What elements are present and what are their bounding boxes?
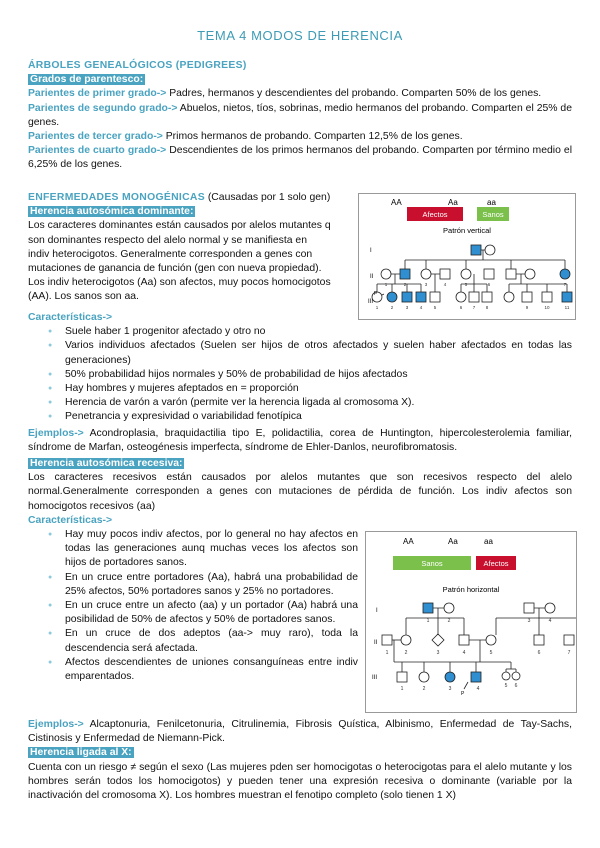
male [482, 292, 492, 302]
svg-text:7: 7 [563, 282, 567, 287]
svg-text:9: 9 [525, 305, 529, 310]
male [469, 292, 479, 302]
male [542, 292, 552, 302]
male-affected [471, 245, 481, 255]
svg-text:3: 3 [527, 618, 531, 624]
male [459, 635, 469, 645]
svg-text:6: 6 [537, 650, 541, 656]
ar-char-label: Características-> [28, 514, 113, 526]
female-affected [445, 672, 455, 682]
gen-label: III [372, 675, 378, 681]
svg-text:1: 1 [385, 650, 389, 656]
ad-intro-line: (AA). Los sanos son aa. [28, 291, 139, 303]
svg-text:6: 6 [514, 683, 518, 689]
female [401, 635, 411, 645]
female [502, 672, 510, 680]
svg-text:2: 2 [422, 686, 426, 692]
ad-examples: Ejemplos-> Acondroplasia, braquidactilia tipo E, polidactilia, corea de Huntington, hipercolesterolemia familiar, síndrome de Marfan, osteogénesis imperfecta, síndrome de Ehler-Danlos, neurofibromatosis. [28, 427, 572, 453]
male [440, 269, 450, 279]
page-title: TEMA 4 MODOS DE HERENCIA [197, 28, 403, 43]
svg-text:4: 4 [419, 305, 423, 310]
gen-label: II [374, 640, 378, 646]
gen-label: III [368, 299, 374, 305]
female [485, 245, 495, 255]
figure-title: Patrón vertical [443, 226, 491, 235]
svg-text:2: 2 [447, 618, 451, 624]
male-affected [423, 603, 433, 613]
svg-text:11: 11 [564, 305, 570, 310]
sex-unknown [432, 634, 444, 646]
ad-intro-line: indiv heterocigotos. Generalmente corresponden a genes con [28, 248, 313, 260]
proband-mark: p [374, 290, 377, 296]
male [534, 635, 544, 645]
male [484, 269, 494, 279]
svg-text:5: 5 [489, 650, 493, 656]
proband-mark: P [461, 691, 465, 697]
male [430, 292, 440, 302]
female [512, 672, 520, 680]
svg-text:4: 4 [443, 282, 447, 287]
g1-ids [427, 618, 552, 624]
female [419, 672, 429, 682]
x-text: Cuenta con un riesgo ≠ según el sexo (Las mujeres pden ser homocigotas o heterocigotas para el alelo mutante y los hombres serán todos los homocigotos) y pueden tener una expresión recesiva o dominante (variable por la inactivación del cromosoma X). Los hombres muestran el fenotipo completo (solo tienen 1 X) [28, 761, 572, 802]
svg-text:5: 5 [464, 282, 468, 287]
female [456, 292, 466, 302]
legend-healthy: Sanos [482, 210, 504, 219]
male-affected [402, 292, 412, 302]
ad-char-item: ● Varios individuos afectados (Suelen ser hijos de otros afectados y suelen haber afectados en todas las generaciones) [65, 339, 572, 367]
female [421, 269, 431, 279]
ar-label: Herencia autosómica recesiva: [30, 458, 183, 469]
legend-affected: Afectos [422, 210, 448, 219]
male [382, 635, 392, 645]
grado-2: Parientes de segundo grado-> Abuelos, nietos, tíos, sobrinas, medio hermanos del probando. Comparten el 25% de genes. [28, 102, 572, 128]
svg-text:1: 1 [375, 305, 379, 310]
genotype-label: aa [487, 198, 496, 207]
svg-text:7: 7 [472, 305, 476, 310]
svg-text:3: 3 [424, 282, 428, 287]
pedigree-horizontal-svg [366, 532, 576, 712]
pedigrees-heading: ÁRBOLES GENEALÓGICOS (PEDIGREES) [28, 60, 247, 71]
ar-intro: Los caracteres recesivos están causados por alelos mutantes que son recesivos respecto del alelo normal.Generalmente corresponden a genes con mutaciones de pérdida de función. Los indiv afectos son homocigotos recesivos (aa) [28, 472, 572, 512]
female [525, 269, 535, 279]
grado-1: Parientes de primer grado-> Padres, hermanos y descendientes del probando. Comparten 50% de los genes. [28, 88, 542, 100]
female-affected [387, 292, 397, 302]
ad-intro-line: son dominantes respecto del alelo normal y se manifiesta en [28, 234, 307, 246]
ad-char-item: ● Herencia de varón a varón (permite ver la herencia ligada al cromosoma X). [65, 396, 572, 410]
mono-heading: ENFERMEDADES MONOGÉNICAS (Causadas por 1 solo gen) [28, 192, 331, 203]
ar-examples: Ejemplos-> Alcaptonuria, Fenilcetonuria, Citrulinemia, Fibrosis Quística, Albinismo, Enfermedad de Tay-Sachs, Cistinosis y Enfermedad de Niemann-Pick. [28, 719, 572, 745]
male-affected [471, 672, 481, 682]
genotype-label: AA [403, 537, 414, 546]
svg-text:7: 7 [567, 650, 571, 656]
pedigree-vertical-svg [359, 194, 575, 319]
figure-title: Patrón horizontal [442, 585, 500, 594]
pedigree-figure-horizontal [365, 531, 577, 713]
ar-examples-section [28, 718, 572, 803]
ad-char-label: Características-> [28, 312, 113, 323]
svg-text:1: 1 [400, 686, 404, 692]
svg-text:3: 3 [405, 305, 409, 310]
female [381, 269, 391, 279]
gen-label: I [370, 248, 372, 254]
ad-intro-line: mutaciones de ganancia de función (gen con nueva propiedad). [28, 263, 322, 275]
male [522, 292, 532, 302]
svg-text:6: 6 [487, 282, 491, 287]
ar-char-item: ● Hay muy pocos indiv afectos, por lo general no hay afectos en todas las generaciones aunq muchas veces los afectos son hijos de portadores sanos. [65, 528, 358, 571]
pedigree-figure-vertical [358, 193, 576, 320]
ad-char-item: ● Hay hombres y mujeres afeptados en = proporción [65, 382, 572, 396]
svg-text:5: 5 [504, 683, 508, 689]
male-affected [416, 292, 426, 302]
ad-char-item: ● 50% probabilidad hijos normales y 50% de probabilidad de hijos afectados [65, 368, 572, 382]
svg-text:5: 5 [433, 305, 437, 310]
genotype-label: AA [391, 198, 402, 207]
male [397, 672, 407, 682]
ad-intro-line: Los caracteres dominantes están causados por alelos mutantes q [28, 220, 331, 232]
female [545, 603, 555, 613]
ar-char-item: ● Afectos descendientes de uniones consanguíneas entre indiv emparentados. [65, 656, 358, 684]
svg-text:3: 3 [436, 650, 440, 656]
genotype-label: aa [484, 537, 493, 546]
ar-char-item: ● En un cruce entre portadores (Aa), habrá una probabilidad de 25% afectos, 50% portadores sanos y 25% no portadores. [65, 571, 358, 599]
svg-text:6: 6 [459, 305, 463, 310]
grados-label: Grados de parentesco: [30, 74, 144, 86]
svg-text:10: 10 [544, 305, 550, 310]
svg-text:2: 2 [404, 650, 408, 656]
ar-char-item: ● En un cruce de dos adeptos (aa-> muy raro), toda la descendencia será afectada. [65, 627, 358, 655]
pedigrees-section [28, 59, 572, 173]
grado-3: Parientes de tercer grado-> Primos hermanos de probando. Comparten 12,5% de los genes. [28, 131, 463, 143]
female [444, 603, 454, 613]
female-affected [560, 269, 570, 279]
ad-chars-section [28, 311, 572, 455]
ad-label: Herencia autosómica dominante: [30, 206, 194, 218]
male-affected [400, 269, 410, 279]
male [564, 635, 574, 645]
ad-intro-section [28, 191, 358, 305]
svg-text:4: 4 [462, 650, 466, 656]
ar-char-item: ● En un cruce entre un afecto (aa) y un portador (Aa) habrá una posibilidad de 50% de afectos y 50% de portadores sanos. [65, 599, 358, 627]
ar-section [28, 457, 572, 528]
male [506, 269, 516, 279]
legend-healthy: Sanos [421, 559, 443, 568]
grado-4: Parientes de cuarto grado-> Descendientes de los primos hermanos del probando. Comparten por término medio el 6,25% de los genes. [28, 145, 573, 171]
ad-char-item: ● Suele haber 1 progenitor afectado y otro no [65, 325, 572, 339]
svg-text:2: 2 [403, 282, 407, 287]
g3-ids [376, 305, 570, 310]
svg-text:4: 4 [548, 618, 552, 624]
ad-intro-line: Los indiv heterocigotos (Aa) son afectos, muy pocos homocigotos [28, 277, 331, 289]
genotype-label: Aa [448, 198, 458, 207]
gen-label: I [376, 608, 378, 614]
ad-char-item: ● Penetrancia y expresividad o variabilidad fenotípica [65, 410, 572, 424]
x-label: Herencia ligada al X: [30, 747, 132, 759]
gen-label: II [370, 274, 374, 280]
g2-ids [386, 650, 571, 656]
g2-ids [385, 282, 567, 287]
legend-affected: Afectos [483, 559, 509, 568]
female [486, 635, 496, 645]
svg-text:1: 1 [384, 282, 388, 287]
g3-ids [401, 683, 518, 692]
svg-text:1: 1 [426, 618, 430, 624]
male [524, 603, 534, 613]
svg-text:8: 8 [485, 305, 489, 310]
svg-text:4: 4 [476, 686, 480, 692]
svg-text:2: 2 [390, 305, 394, 310]
female [504, 292, 514, 302]
genotype-label: Aa [448, 537, 458, 546]
svg-text:3: 3 [448, 686, 452, 692]
female [461, 269, 471, 279]
male-affected [562, 292, 572, 302]
ar-chars-section [28, 528, 358, 684]
